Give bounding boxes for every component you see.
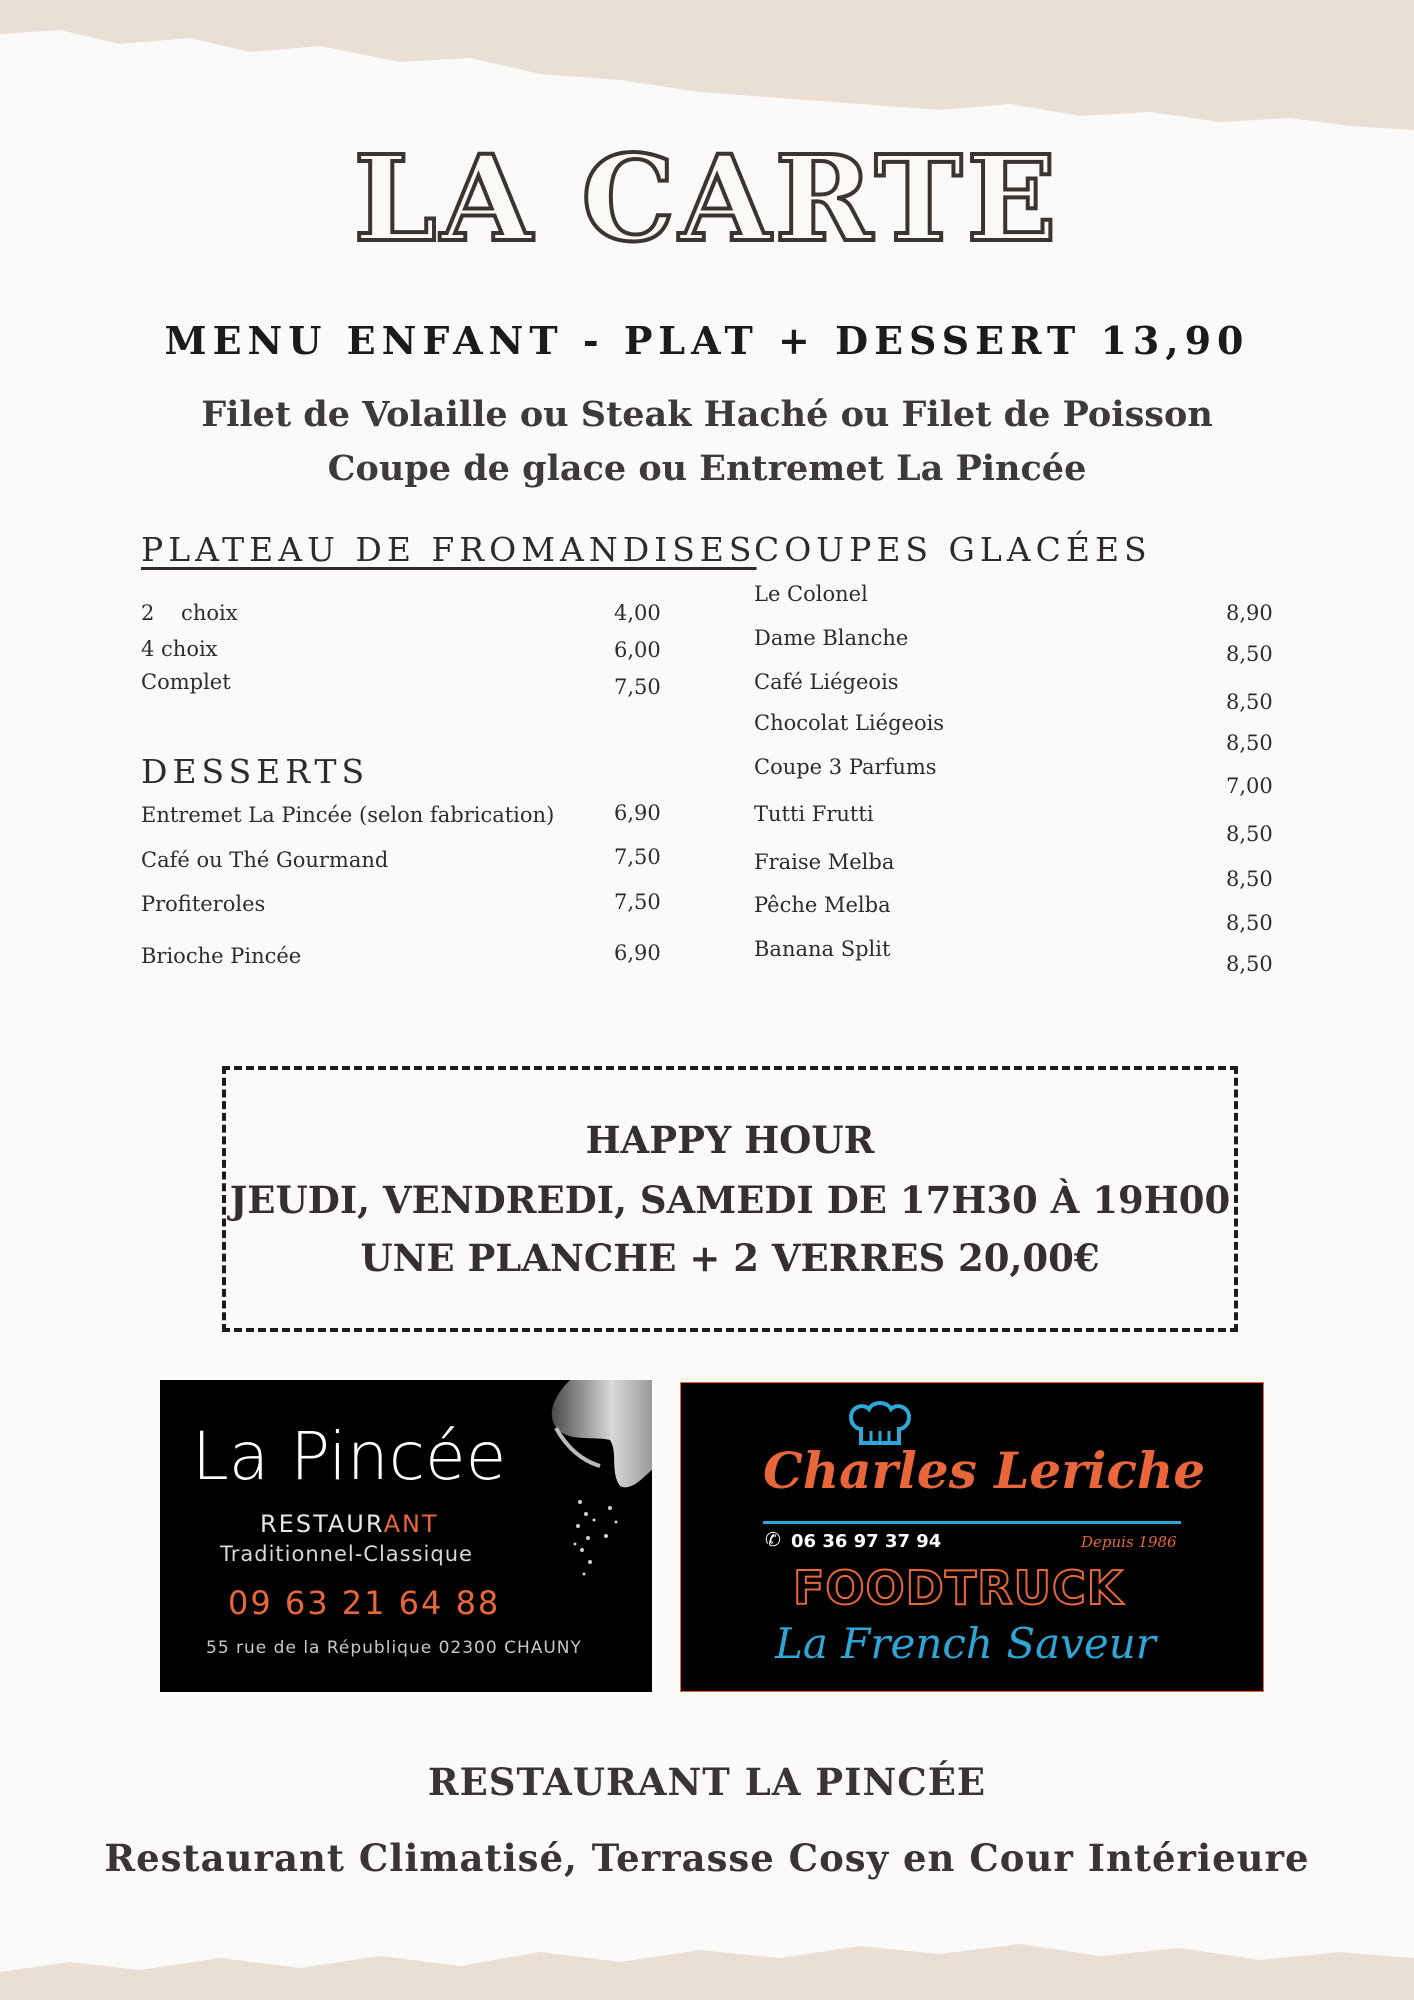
dessert-item-name: Entremet La Pincée (selon fabrication): [141, 803, 555, 827]
phone-icon: ✆: [765, 1529, 781, 1551]
ice-cup-item-price: 8,50: [1226, 642, 1273, 666]
dessert-item-name: Brioche Pincée: [141, 944, 302, 968]
ice-cup-item-name: Coupe 3 Parfums: [754, 755, 937, 779]
foodtruck-type: FOODTRUCK: [793, 1561, 1124, 1615]
happy-hour-days: JEUDI, VENDREDI, SAMEDI DE 17H30 À 19H00: [229, 1178, 1231, 1222]
ice-cup-item-name: Le Colonel: [754, 582, 868, 606]
ice-cup-item-price: 8,50: [1226, 822, 1273, 846]
ice-cup-item-name: Pêche Melba: [754, 893, 891, 917]
ice-cup-item-price: 8,90: [1226, 601, 1273, 625]
ice-cup-item-name: Tutti Frutti: [754, 802, 874, 826]
dessert-item-name: Profiteroles: [141, 892, 266, 916]
cheese-item-price: 7,50: [614, 675, 661, 699]
footer-subtitle: Restaurant Climatisé, Terrasse Cosy en Cour Intérieure: [104, 1836, 1310, 1880]
foodtruck-divider: [763, 1521, 1181, 1524]
pincee-type: [260, 1510, 439, 1538]
dessert-item-price: 6,90: [614, 801, 661, 825]
dessert-item-price: 7,50: [614, 890, 661, 914]
pincee-phone: 09 63 21 64 88: [228, 1584, 501, 1622]
happy-hour-title: HAPPY HOUR: [585, 1118, 875, 1162]
cheese-item-name: 4 choix: [141, 637, 218, 661]
ice-cup-item-name: Dame Blanche: [754, 626, 909, 650]
footer-title: RESTAURANT LA PINCÉE: [427, 1760, 987, 1804]
foodtruck-card: [680, 1382, 1264, 1692]
ice-cup-item-price: 8,50: [1226, 731, 1273, 755]
dessert-item-price: 7,50: [614, 845, 661, 869]
la-pincee-card: [160, 1380, 652, 1692]
ice-cup-item-price: 7,00: [1226, 774, 1273, 798]
pincee-type-part1: RESTAUR: [260, 1510, 384, 1538]
kids-menu-heading: MENU ENFANT - PLAT + DESSERT 13,90: [164, 318, 1250, 363]
ice-cup-item-price: 8,50: [1226, 690, 1273, 714]
ice-cup-item-name: Banana Split: [754, 937, 891, 961]
foodtruck-logo-name: Charles Leriche: [763, 1441, 1206, 1500]
happy-hour-offer: UNE PLANCHE + 2 VERRES 20,00€: [360, 1236, 1100, 1280]
ice-cup-item-price: 8,50: [1226, 952, 1273, 976]
ice-cups-heading: COUPES GLACÉES: [754, 530, 1152, 569]
kids-menu-line-1: Filet de Volaille ou Steak Haché ou Filet de Poisson: [201, 394, 1213, 435]
cheese-item-name: Complet: [141, 670, 231, 694]
cheese-item-name: 2 choix: [141, 601, 238, 625]
ice-cup-item-name: Fraise Melba: [754, 850, 895, 874]
dessert-item-price: 6,90: [614, 941, 661, 965]
pincee-logo-name: La Pincée: [192, 1418, 507, 1495]
foodtruck-tagline: La French Saveur: [775, 1619, 1156, 1668]
pincee-style: Traditionnel-Classique: [220, 1542, 473, 1566]
cheese-item-price: 4,00: [614, 601, 661, 625]
cheese-item-price: 6,00: [614, 638, 661, 662]
pincee-address: 55 rue de la République 02300 CHAUNY: [206, 1638, 582, 1658]
dessert-item-name: Café ou Thé Gourmand: [141, 848, 389, 872]
foodtruck-since: Depuis 1986: [1081, 1533, 1177, 1551]
ice-cup-item-name: Chocolat Liégeois: [754, 711, 945, 735]
page-title: LA CARTE: [353, 129, 1061, 268]
foodtruck-phone: 06 36 97 37 94: [791, 1531, 942, 1552]
ice-cup-item-name: Café Liégeois: [754, 670, 899, 694]
ice-cup-item-price: 8,50: [1226, 911, 1273, 935]
ice-cup-item-price: 8,50: [1226, 867, 1273, 891]
pincee-type-part2: ANT: [383, 1510, 439, 1538]
desserts-heading: DESSERTS: [141, 752, 370, 791]
cheese-heading: PLATEAU DE FROMANDISES: [141, 530, 757, 569]
kids-menu-line-2: Coupe de glace ou Entremet La Pincée: [327, 448, 1087, 489]
